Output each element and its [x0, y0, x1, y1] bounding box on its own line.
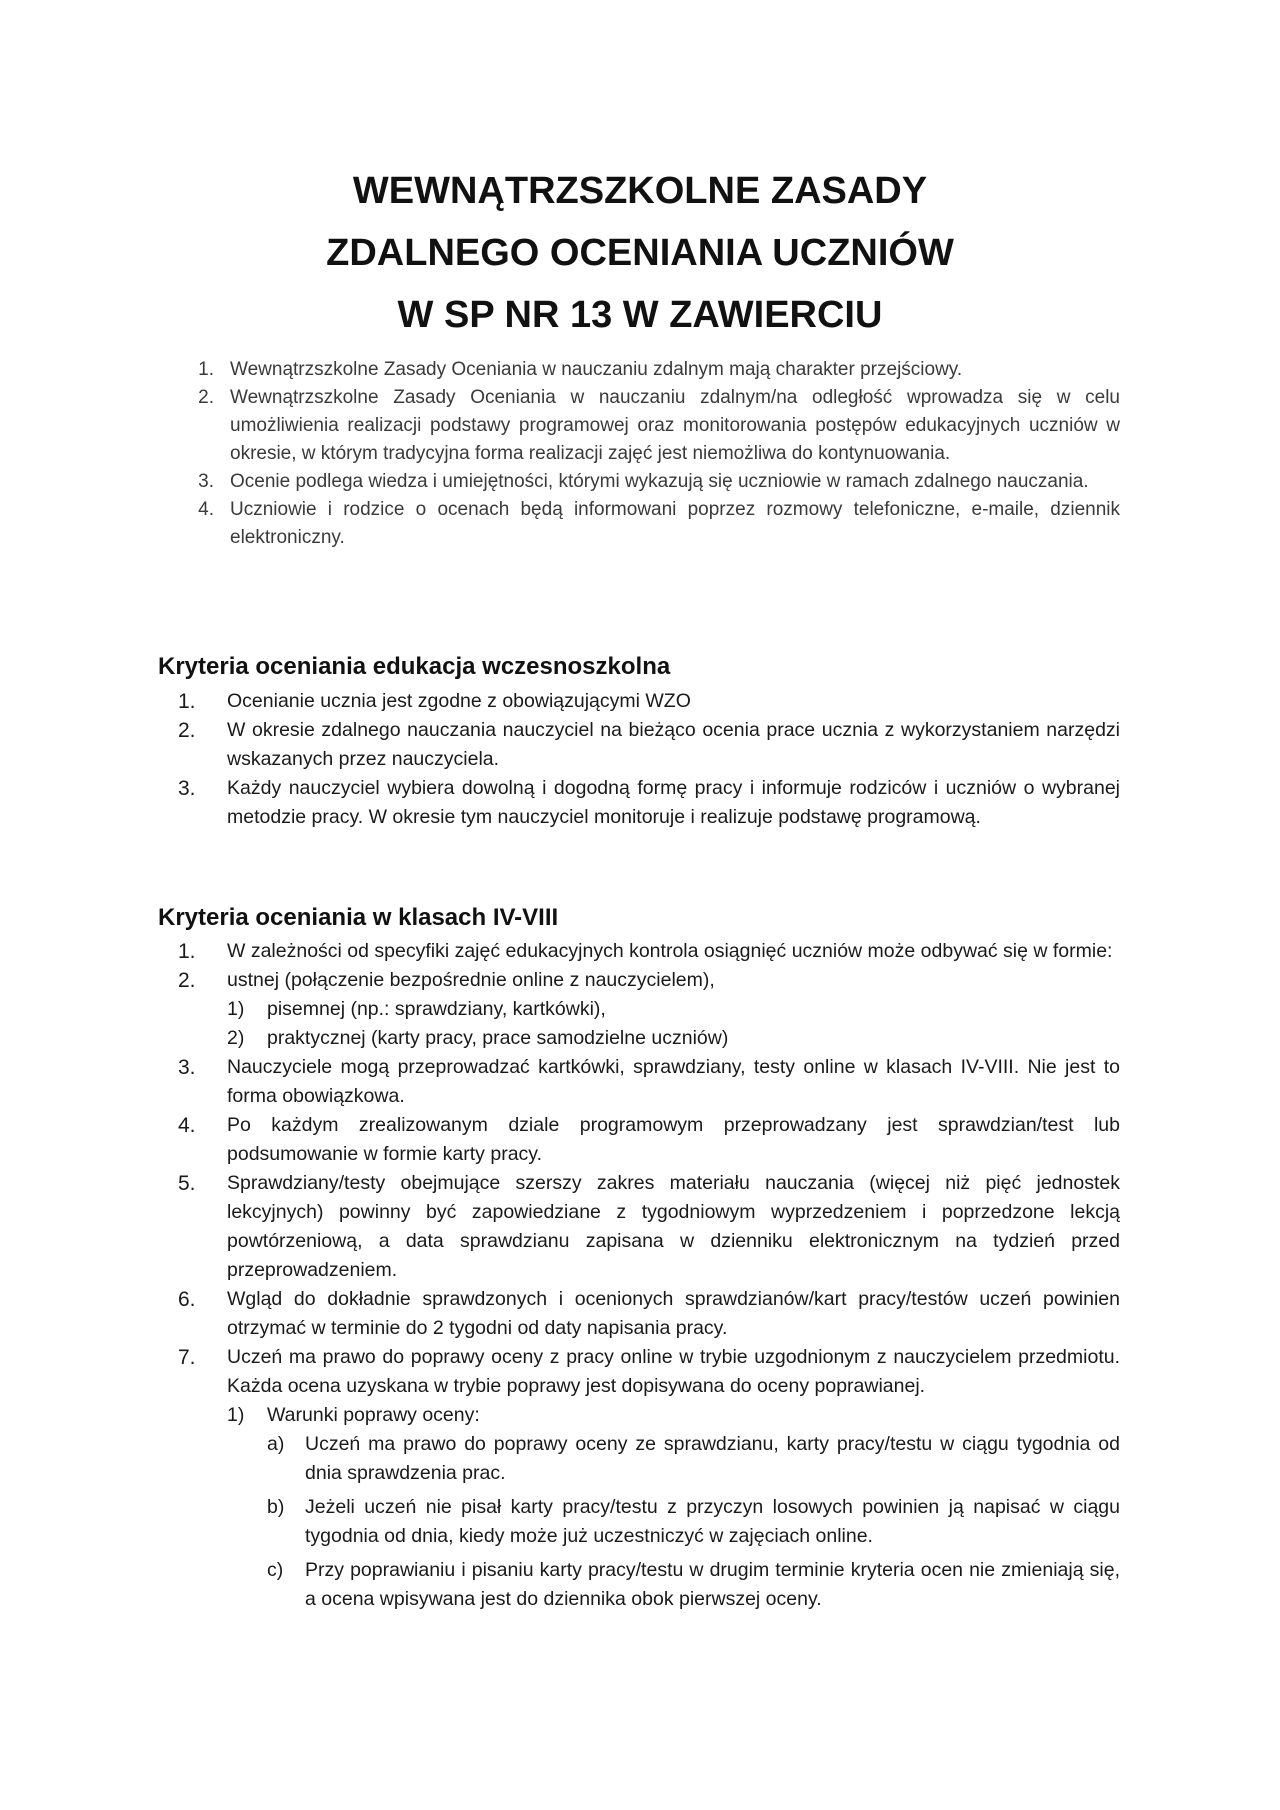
item-number: 2. — [178, 719, 196, 742]
item-number: 3. — [178, 1056, 196, 1079]
item-text: Po każdym zrealizowanym dziale programowym przeprowadzany jest sprawdzian/test lub podsumowanie w formie karty pracy. — [227, 1114, 1120, 1165]
item-number: 2. — [198, 387, 214, 408]
item-text: Ocenie podlega wiedza i umiejętności, którymi wykazują się uczniowie w ramach zdalnego nauczania. — [230, 471, 1089, 492]
list-item — [178, 1111, 1120, 1169]
section-heading-grades-4-8: Kryteria oceniania w klasach IV-VIII — [158, 904, 559, 931]
sub-item-text: praktycznej (karty pracy, prace samodzielne uczniów) — [267, 1027, 729, 1049]
sub-item-number: 2) — [227, 1027, 245, 1049]
item-text: Nauczyciele mogą przeprowadzać kartkówki, sprawdziany, testy online w klasach IV-VIII. Nie jest to forma obowiązkowa. — [227, 1056, 1120, 1107]
list-item — [178, 1169, 1120, 1285]
item-number: 1. — [198, 359, 214, 380]
item-number: 4. — [198, 499, 214, 520]
item-number: 3. — [198, 471, 214, 492]
section-heading-early-education: Kryteria oceniania edukacja wczesnoszkolna — [158, 653, 671, 680]
document-title — [0, 160, 1280, 346]
list-item — [190, 496, 1120, 552]
sub-sub-item — [267, 1430, 1120, 1488]
title-line-1: WEWNĄTRZSZKOLNE ZASADY — [352, 170, 928, 212]
sub-item — [227, 1401, 1120, 1614]
list-item — [178, 716, 1120, 774]
list-item — [190, 384, 1120, 468]
sub-sub-item-text: Uczeń ma prawo do poprawy oceny ze sprawdzianu, karty pracy/testu w ciągu tygodnia od dnia sprawdzenia prac. — [305, 1433, 1120, 1484]
early-education-list — [178, 687, 1120, 832]
item-text: Wewnątrzszkolne Zasady Oceniania w nauczaniu zdalnym mają charakter przejściowy. — [230, 359, 963, 380]
sub-sub-item-letter: b) — [267, 1496, 285, 1518]
item-text: W okresie zdalnego nauczania nauczyciel na bieżąco ocenia prace ucznia z wykorzystaniem narzędzi wskazanych przez nauczyciela. — [227, 719, 1120, 770]
item-text: Uczniowie i rodzice o ocenach będą informowani poprzez rozmowy telefoniczne, e-maile, dziennik elektroniczny. — [230, 499, 1120, 548]
item-text: Wewnątrzszkolne Zasady Oceniania w nauczaniu zdalnym/na odległość wprowadza się w celu umożliwienia realizacji podstawy programowej oraz monitorowania postępów edukacyjnych uczniów w okresie, w którym tradycyjna forma realizacji zajęć jest niemożliwa do kontynuowania. — [230, 387, 1120, 464]
sub-sub-item-letter: a) — [267, 1433, 285, 1455]
list-item — [178, 1285, 1120, 1343]
intro-list — [190, 356, 1120, 552]
title-line-3: W SP NR 13 W ZAWIERCIU — [397, 294, 883, 336]
list-item — [190, 356, 1120, 384]
item-number: 1. — [178, 690, 196, 713]
item-number: 7. — [178, 1346, 196, 1369]
sub-item — [227, 1024, 1120, 1053]
item-text: Sprawdziany/testy obejmujące szerszy zakres materiału nauczania (więcej niż pięć jednostek lekcyjnych) powinny być zapowiedziane z tygodniowym wyprzedzeniem i poprzedzone lekcją powtórzeniową, a data sprawdzianu zapisana w dzienniku elektronicznym na tydzień przed przeprowadzeniem. — [227, 1172, 1120, 1281]
sub-sub-item-letter: c) — [267, 1559, 284, 1581]
sub-item-number: 1) — [227, 1404, 245, 1426]
list-item — [178, 1343, 1120, 1614]
item-text: Ocenianie ucznia jest zgodne z obowiązującymi WZO — [227, 690, 691, 712]
item-number: 4. — [178, 1114, 196, 1137]
sub-item-text: Warunki poprawy oceny: — [267, 1404, 480, 1426]
item-text: ustnej (połączenie bezpośrednie online z nauczycielem), — [227, 969, 715, 991]
list-item — [178, 1053, 1120, 1111]
item-text: Każdy nauczyciel wybiera dowolną i dogodną formę pracy i informuje rodziców i uczniów o wybranej metodzie pracy. W okresie tym nauczyciel monitoruje i realizuje podstawę programową. — [227, 777, 1120, 828]
sub-sub-item — [267, 1493, 1120, 1551]
item-number: 2. — [178, 969, 196, 992]
list-item — [178, 966, 1120, 1053]
list-item — [178, 774, 1120, 832]
sub-item-text: pisemnej (np.: sprawdziany, kartkówki), — [267, 998, 606, 1020]
grades-4-8-list — [178, 937, 1120, 1614]
item-number: 1. — [178, 940, 196, 963]
item-text: W zależności od specyfiki zajęć edukacyjnych kontrola osiągnięć uczniów może odbywać się w formie: — [227, 940, 1113, 962]
item-text: Wgląd do dokładnie sprawdzonych i ocenionych sprawdzianów/kart pracy/testów uczeń powinien otrzymać w terminie do 2 tygodni od daty napisania pracy. — [227, 1288, 1120, 1339]
title-line-2: ZDALNEGO OCENIANIA UCZNIÓW — [326, 232, 954, 274]
item-number: 6. — [178, 1288, 196, 1311]
sub-sub-item-text: Przy poprawianiu i pisaniu karty pracy/testu w drugim terminie kryteria ocen nie zmieniają się, a ocena wpisywana jest do dziennika obok pierwszej oceny. — [305, 1559, 1120, 1610]
item-number: 5. — [178, 1172, 196, 1195]
item-number: 3. — [178, 777, 196, 800]
list-item — [178, 687, 1120, 716]
sub-sub-item-text: Jeżeli uczeń nie pisał karty pracy/testu z przyczyn losowych powinien ją napisać w ciągu tygodnia od dnia, kiedy może już uczestniczyć w zajęciach online. — [305, 1496, 1120, 1547]
sub-item-number: 1) — [227, 998, 245, 1020]
sub-item — [227, 995, 1120, 1024]
sub-sub-item — [267, 1556, 1120, 1614]
list-item — [190, 468, 1120, 496]
list-item — [178, 937, 1120, 966]
item-text: Uczeń ma prawo do poprawy oceny z pracy online w trybie uzgodnionym z nauczycielem przedmiotu. Każda ocena uzyskana w trybie poprawy jest dopisywana do oceny poprawianej. — [227, 1346, 1120, 1397]
